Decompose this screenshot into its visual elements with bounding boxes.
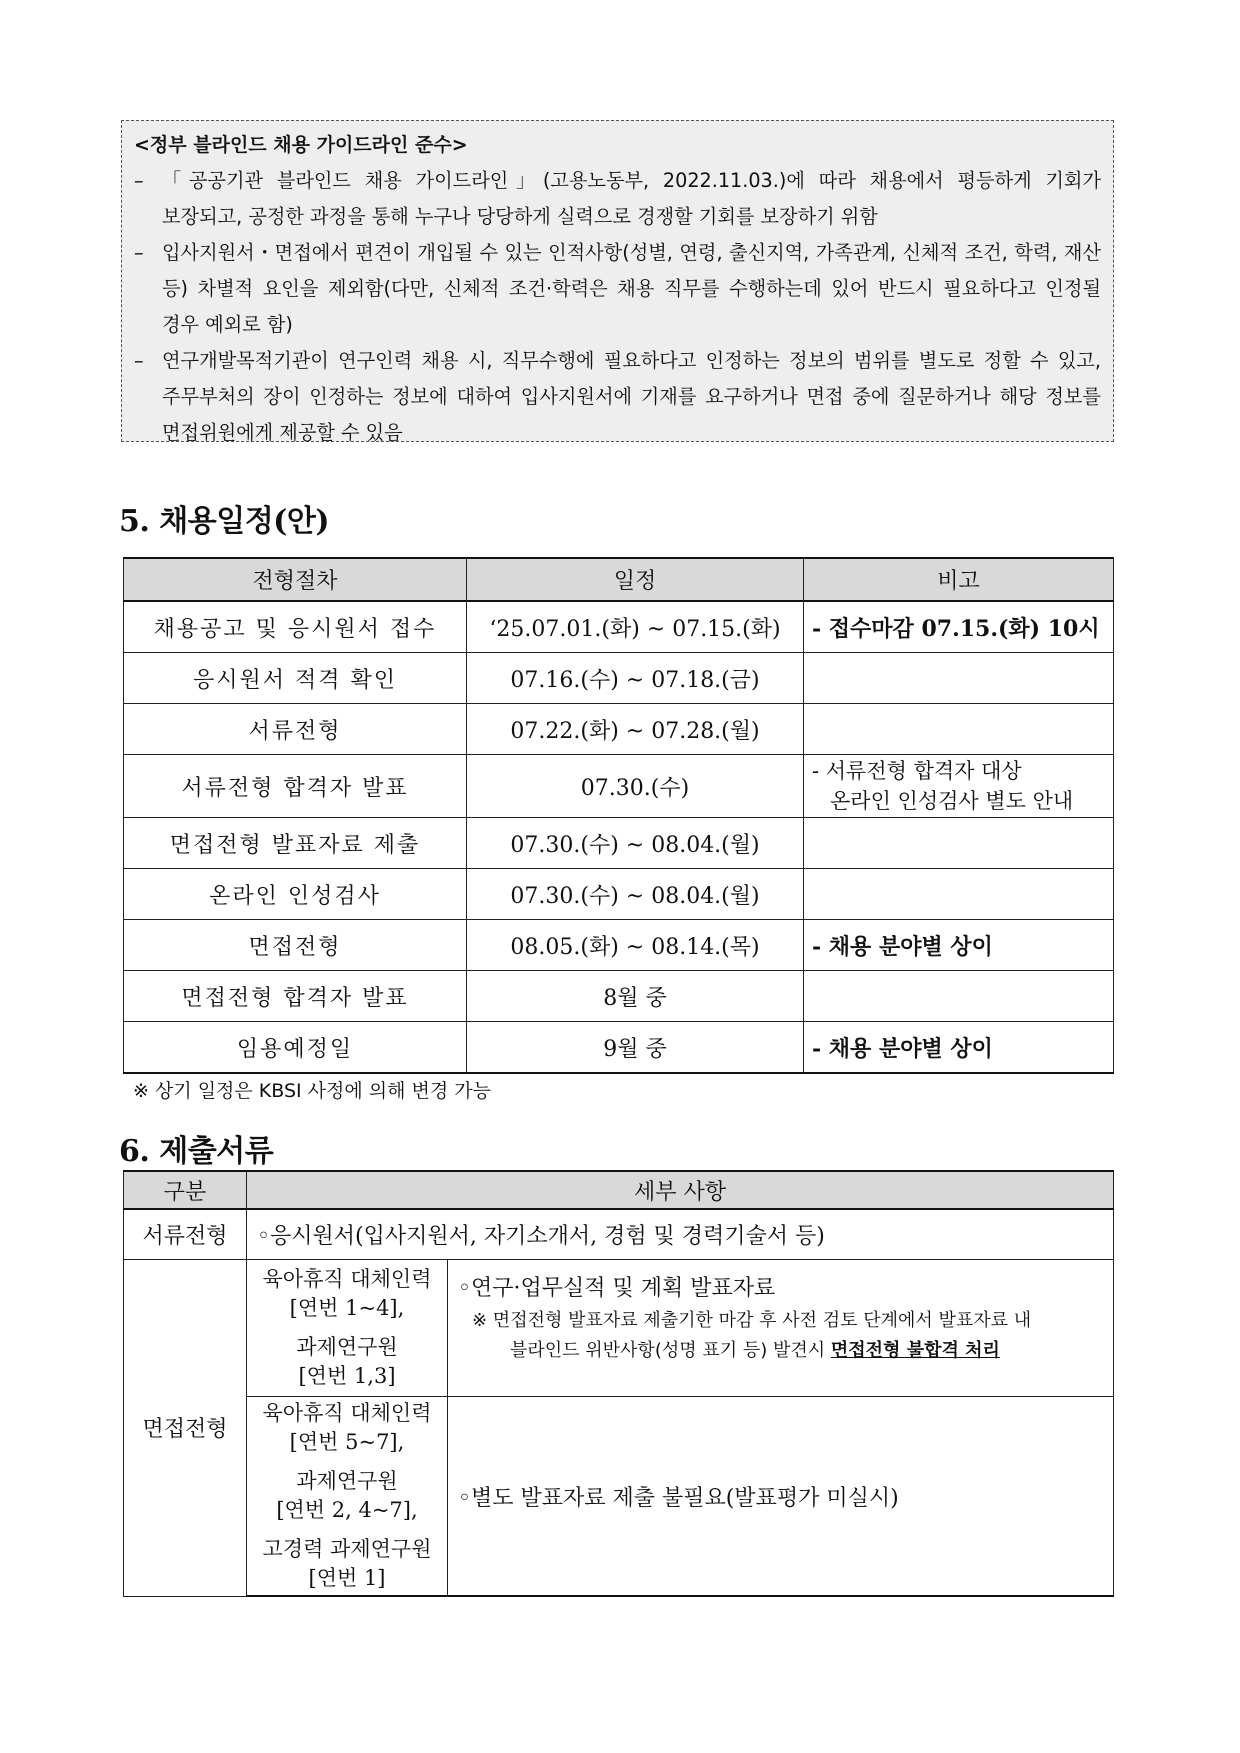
target-line: 과제연구원 <box>296 1335 398 1359</box>
date-cell: 07.16.(수) ~ 07.18.(금) <box>467 653 804 704</box>
target-line: 과제연구원 <box>296 1469 398 1493</box>
step-cell: 응시원서 적격 확인 <box>124 653 467 704</box>
header-note: 비고 <box>804 558 1114 601</box>
detail-line: ◦연구·업무실적 및 계획 발표자료 <box>458 1276 776 1301</box>
target-cell <box>247 1397 448 1597</box>
table-row <box>124 1397 1114 1597</box>
target-line: 육아휴직 대체인력 <box>262 1401 432 1425</box>
note-cell <box>804 653 1114 704</box>
table-row <box>124 1022 1114 1074</box>
step-cell: 채용공고 및 응시원서 접수 <box>124 601 467 653</box>
guideline-item <box>134 235 1101 343</box>
note-cell: - 접수마감 07.15.(화) 10시 <box>804 601 1114 653</box>
step-cell: 임용예정일 <box>124 1022 467 1074</box>
date-cell: 07.30.(수) ~ 08.04.(월) <box>467 818 804 869</box>
note-cell: - 채용 분야별 상이 <box>804 1022 1114 1074</box>
step-cell: 온라인 인성검사 <box>124 869 467 920</box>
emphasis-text: 면접전형 불합격 처리 <box>830 1340 1000 1361</box>
section-5-heading: 5. 채용일정(안) <box>119 504 330 539</box>
table-row <box>124 971 1114 1022</box>
category-cell: 서류전형 <box>124 1209 247 1260</box>
note-cell: - 채용 분야별 상이 <box>804 920 1114 971</box>
detail-cell: ◦응시원서(입사지원서, 자기소개서, 경험 및 경력기술서 등) <box>247 1209 1114 1260</box>
target-line: [연번 5~7], <box>289 1430 405 1454</box>
schedule-footnote: ※ 상기 일정은 KBSI 사정에 의해 변경 가능 <box>133 1080 491 1102</box>
schedule-table <box>123 557 1114 1074</box>
target-line: 육아휴직 대체인력 <box>262 1267 432 1291</box>
detail-cell <box>448 1260 1114 1397</box>
date-cell: 07.30.(수) <box>467 755 804 818</box>
step-cell: 서류전형 <box>124 704 467 755</box>
note-line: ※ 면접전형 발표자료 제출기한 마감 후 사전 검토 단계에서 발표자료 내 <box>472 1310 1032 1331</box>
table-row <box>124 869 1114 920</box>
blind-hiring-guideline-box <box>121 120 1114 442</box>
date-cell: 9월 중 <box>467 1022 804 1074</box>
table-row <box>124 653 1114 704</box>
table-row <box>124 755 1114 818</box>
date-cell: 08.05.(화) ~ 08.14.(목) <box>467 920 804 971</box>
header-category: 구분 <box>124 1171 247 1209</box>
table-row <box>124 1260 1114 1397</box>
date-cell: 07.22.(화) ~ 07.28.(월) <box>467 704 804 755</box>
table-row <box>124 818 1114 869</box>
table-row <box>124 601 1114 653</box>
table-row <box>124 920 1114 971</box>
note-text: 블라인드 위반사항(성명 표기 등) 발견시 <box>510 1340 826 1361</box>
date-cell: 07.30.(수) ~ 08.04.(월) <box>467 869 804 920</box>
table-row <box>124 704 1114 755</box>
dash-bullet: – <box>134 241 144 264</box>
note-cell <box>804 755 1114 818</box>
schedule-header-row <box>124 558 1114 601</box>
table-row <box>124 1209 1114 1260</box>
step-cell: 면접전형 발표자료 제출 <box>124 818 467 869</box>
target-cell <box>247 1260 448 1397</box>
date-cell: 8월 중 <box>467 971 804 1022</box>
header-details: 세부 사항 <box>247 1171 1114 1209</box>
note-cell <box>804 971 1114 1022</box>
note-line: - 서류전형 합격자 대상 <box>812 759 1022 783</box>
target-line: [연번 2, 4~7], <box>276 1498 418 1522</box>
date-cell: ‘25.07.01.(화) ~ 07.15.(화) <box>467 601 804 653</box>
header-step: 전형절차 <box>124 558 467 601</box>
dash-bullet: – <box>134 349 144 372</box>
step-cell: 서류전형 합격자 발표 <box>124 755 467 818</box>
note-line: 온라인 인성검사 별도 안내 <box>830 789 1074 813</box>
documents-header-row <box>124 1171 1114 1209</box>
guideline-item-text: 입사지원서・면접에서 편견이 개입될 수 있는 인적사항(성별, 연령, 출신지역, 가족관계, 신체적 조건, 학력, 재산 등) 차별적 요인을 제외함(다만, 신체적 조건·학력은 채용 직무를 수행하는데 있어 반드시 필요하다고 인정될 경우 예외로 함) <box>162 241 1101 336</box>
header-date: 일정 <box>467 558 804 601</box>
guideline-item-text: 「공공기관 블라인드 채용 가이드라인」(고용노동부, 2022.11.03.)에 따라 채용에서 평등하게 기회가 보장되고, 공정한 과정을 통해 누구나 당당하게 실력으로 경쟁할 기회를 보장하기 위함 <box>162 169 1101 228</box>
note-cell <box>804 818 1114 869</box>
target-line: [연번 1,3] <box>298 1364 396 1388</box>
guideline-title: <정부 블라인드 채용 가이드라인 준수> <box>134 134 468 156</box>
guideline-item <box>134 343 1101 451</box>
target-line: [연번 1] <box>308 1566 386 1590</box>
detail-cell: ◦별도 발표자료 제출 불필요(발표평가 미실시) <box>448 1397 1114 1597</box>
guideline-item <box>134 163 1101 235</box>
documents-table <box>123 1170 1114 1597</box>
target-line: 고경력 과제연구원 <box>262 1537 432 1561</box>
guideline-item-text: 연구개발목적기관이 연구인력 채용 시, 직무수행에 필요하다고 인정하는 정보의 범위를 별도로 정할 수 있고, 주무부처의 장이 인정하는 정보에 대하여 입사지원서에 기재를 요구하거나 면접 중에 질문하거나 해당 정보를 면접위원에게 제공할 수 있음 <box>162 349 1101 444</box>
section-6-heading: 6. 제출서류 <box>119 1134 274 1169</box>
note-line <box>458 1336 1113 1366</box>
note-cell <box>804 704 1114 755</box>
target-line: [연번 1~4], <box>289 1296 405 1320</box>
step-cell: 면접전형 합격자 발표 <box>124 971 467 1022</box>
dash-bullet: – <box>134 169 144 192</box>
note-cell <box>804 869 1114 920</box>
category-cell: 면접전형 <box>124 1260 247 1597</box>
step-cell: 면접전형 <box>124 920 467 971</box>
